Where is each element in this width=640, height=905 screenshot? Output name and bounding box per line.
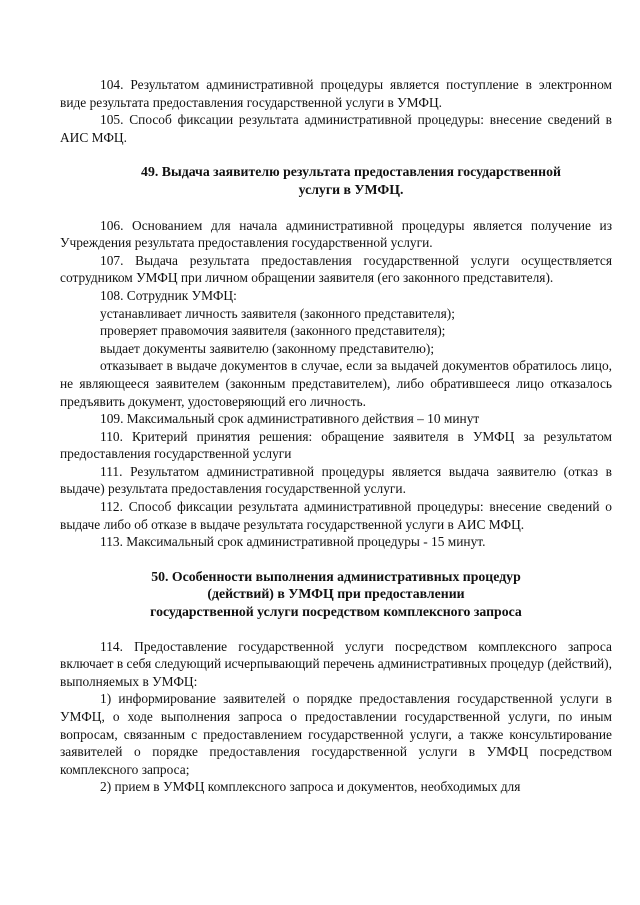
paragraph-110: 110. Критерий принятия решения: обращение заявителя в УМФЦ за результатом предоставления государственной услуги <box>60 428 612 462</box>
list-item-issue: выдает документы заявителю (законному представителю); <box>100 340 435 356</box>
list-item-verify: проверяет правомочия заявителя (законного представителя); <box>100 323 446 339</box>
list-item-refuse: отказывает в выдаче документов в случае, если за выдачей документов обратилось лицо, не являющееся заявителем (законным представителем), либо обратившееся лицо отказалось предъявить документ, удостоверяющий его личность. <box>60 358 612 409</box>
section-50-heading-line: (действий) в УМФЦ при предоставлении <box>207 586 465 602</box>
section-50-heading-line: государственной услуги посредством комплексного запроса <box>150 604 522 620</box>
paragraph-111: 111. Результатом административной процедуры является выдача заявителю (отказ в выдаче) результата предоставления государственной услуги. <box>60 463 612 497</box>
section-49-heading-line: 49. Выдача заявителю результата предоставления государственной <box>141 164 561 180</box>
paragraph-104: 104. Результатом административной процедуры является поступление в электронном виде результата предоставления государственной услуги в УМФЦ. <box>60 77 612 110</box>
paragraph-105: 105. Способ фиксации результата административной процедуры: внесение сведений в АИС МФЦ. <box>60 112 612 145</box>
section-49-heading-line: услуги в УМФЦ. <box>298 181 404 197</box>
paragraph-112: 112. Способ фиксации результата административной процедуры: внесение сведений о выдаче либо об отказе в выдаче результата государственной услуги в АИС МФЦ. <box>60 499 612 532</box>
paragraph-107: 107. Выдача результата предоставления государственной услуги осуществляется сотрудником УМФЦ при личном обращении заявителя (его законного представителя). <box>60 252 612 286</box>
paragraph-106: 106. Основанием для начала административной процедуры является получение из Учреждения результата предоставления государственной услуги. <box>60 217 612 251</box>
paragraph-109: 109. Максимальный срок административного действия – 10 минут <box>100 411 480 427</box>
section-50-heading <box>60 568 612 621</box>
section-49-heading <box>60 163 612 198</box>
paragraph-114: 114. Предоставление государственной услуги посредством комплексного запроса включает в себя следующий исчерпывающий перечень административных процедур (действий), выполняемых в УМФЦ: <box>60 638 612 689</box>
document-page <box>60 76 612 796</box>
list-item-identify: устанавливает личность заявителя (законного представителя); <box>100 305 455 321</box>
paragraph-108: 108. Сотрудник УМФЦ: <box>100 287 237 303</box>
section-50-heading-line: 50. Особенности выполнения административных процедур <box>151 568 521 584</box>
paragraph-113: 113. Максимальный срок административной процедуры - 15 минут. <box>100 534 486 550</box>
list-item-1: 1) информирование заявителей о порядке предоставления государственной услуги в УМФЦ, о ходе выполнения запроса о предоставлении государственной услуги, по иным вопросам, связанным с предоставлением государственной услуги, а также консультирование заявителей о порядке предоставления государственной услуги в УМФЦ посредством комплексного запроса; <box>60 691 612 777</box>
list-item-2: 2) прием в УМФЦ комплексного запроса и документов, необходимых для <box>100 779 521 795</box>
